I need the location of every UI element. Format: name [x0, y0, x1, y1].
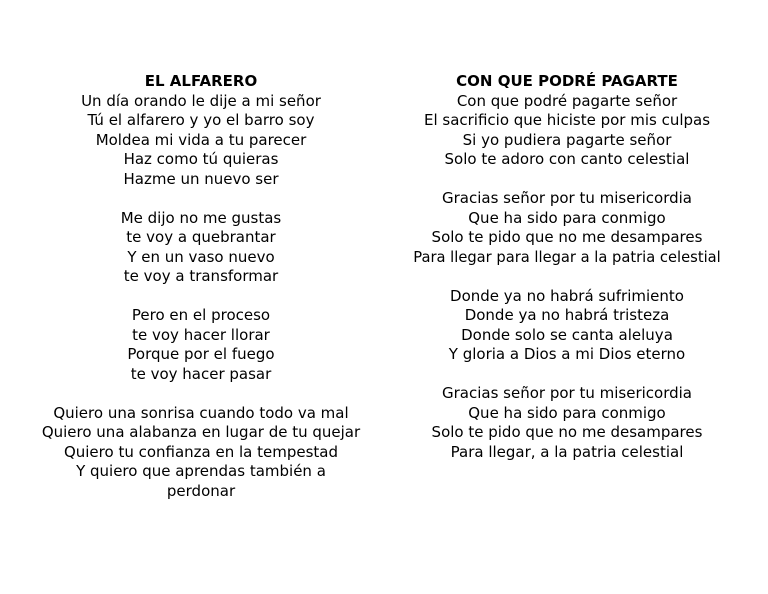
lyric-line: Pero en el proceso	[131, 306, 271, 324]
lyric-line: Si yo pudiera pagarte señor	[462, 130, 672, 149]
lyric-line: Porque por el fuego	[127, 345, 275, 363]
song-column-el-alfarero	[30, 72, 372, 521]
song-title: EL ALFARERO	[144, 72, 258, 90]
song-title: CON QUE PODRÉ PAGARTE	[456, 72, 678, 90]
stanza-2	[30, 209, 372, 287]
lyric-line: Con que podré pagarte señor	[456, 91, 678, 110]
stanza-4	[30, 404, 372, 502]
lyric-line: te voy hacer pasar	[130, 364, 272, 383]
song-column-con-que-podre-pagarte	[398, 72, 736, 482]
lyric-line: Solo te pido que no me desampares	[431, 423, 703, 441]
lyric-line: te voy hacer llorar	[132, 325, 270, 344]
lyric-line: El sacrificio que hiciste por mis culpas	[423, 111, 711, 129]
lyric-line: Moldea mi vida a tu parecer	[95, 130, 307, 149]
stanza-4	[398, 384, 736, 462]
lyric-line: Donde ya no habrá sufrimiento	[450, 286, 684, 305]
stanza-2	[398, 189, 736, 267]
lyric-line: Gracias señor por tu misericordia	[442, 189, 692, 207]
lyric-line: te voy a transformar	[123, 267, 279, 285]
stanza-1	[30, 92, 372, 190]
stanza-3	[398, 287, 736, 365]
lyric-line: Solo te adoro con canto celestial	[444, 150, 690, 168]
lyric-line: Tú el alfarero y yo el barro soy	[87, 111, 315, 129]
lyric-line: Haz como tú quieras	[123, 150, 279, 168]
lyric-line: Hazme un nuevo ser	[123, 169, 279, 188]
lyric-line: Me dijo no me gustas	[120, 208, 282, 227]
lyric-line: Solo te pido que no me desampares	[431, 228, 703, 246]
lyric-line: Gracias señor por tu misericordia	[442, 384, 692, 402]
lyric-line: Quiero una alabanza en lugar de tu quejar	[41, 423, 361, 441]
lyric-line: Un día orando le dije a mi señor	[81, 91, 321, 110]
lyric-line: Y en un vaso nuevo	[127, 247, 275, 266]
lyric-line: Que ha sido para conmigo	[468, 208, 666, 227]
stanza-3	[30, 306, 372, 384]
lyric-line: Quiero tu confianza en la tempestad	[63, 442, 339, 461]
lyric-line: Donde ya no habrá tristeza	[464, 306, 670, 324]
lyric-line: te voy a quebrantar	[126, 228, 276, 246]
lyric-line: Quiero una sonrisa cuando todo va mal	[53, 403, 349, 422]
lyric-line: Que ha sido para conmigo	[468, 403, 666, 422]
stanza-1	[398, 92, 736, 170]
lyric-line: Y quiero que aprendas también a perdonar	[76, 462, 326, 500]
lyric-line: Donde solo se canta aleluya	[461, 325, 673, 344]
lyric-line: Y gloria a Dios a mi Dios eterno	[448, 345, 686, 363]
lyric-line: Para llegar para llegar a la patria celestial	[413, 248, 721, 266]
lyric-line: Para llegar, a la patria celestial	[450, 442, 684, 461]
